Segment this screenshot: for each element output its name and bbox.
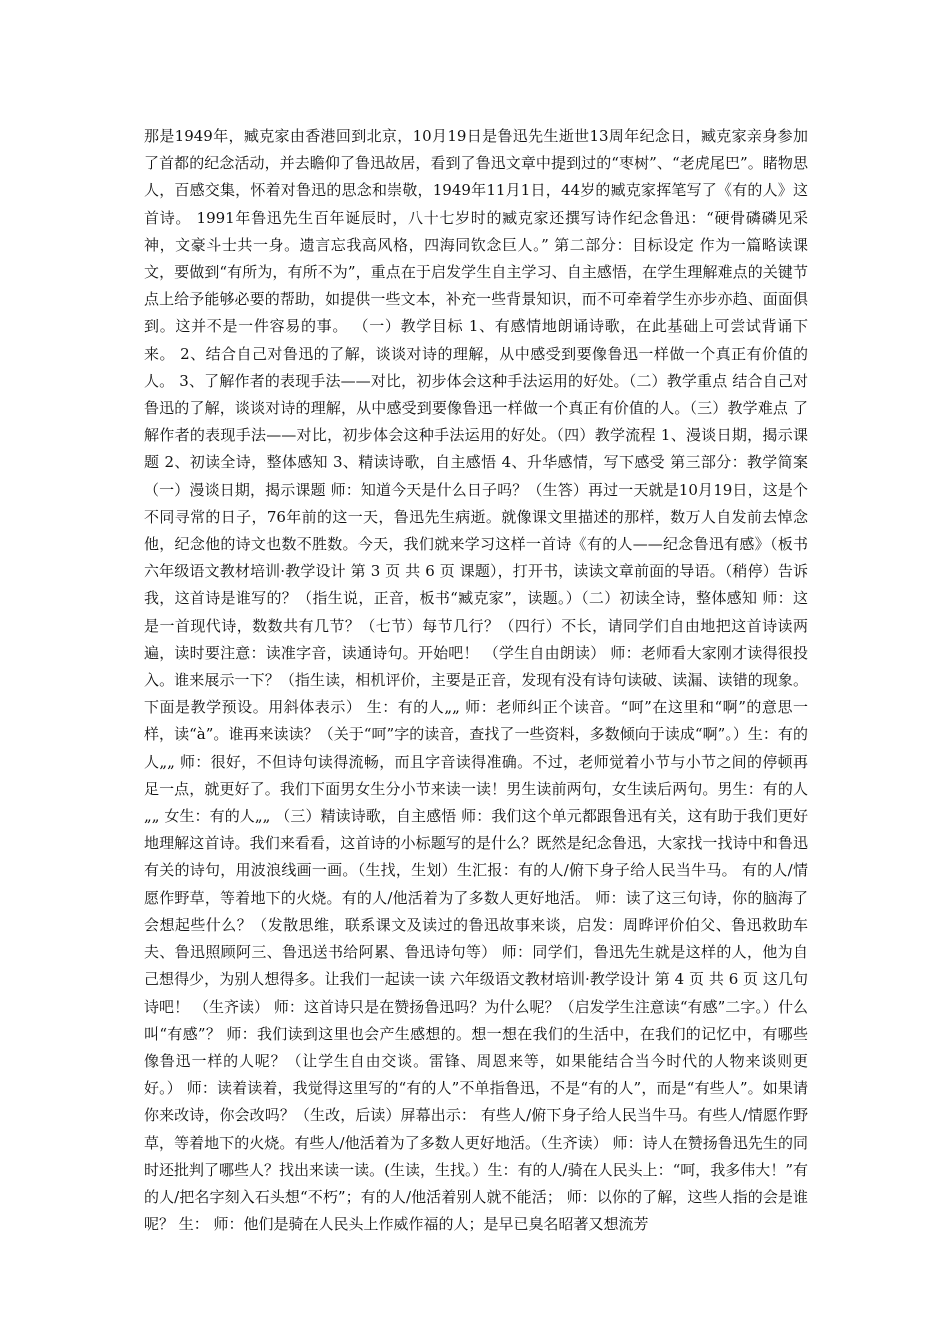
body-text: 那是1949年，臧克家由香港回到北京，10月19日是鲁迅先生逝世13周年纪念日，臧克家亲身参加了首都的纪念活动，并去瞻仰了鲁迅故居，看到了鲁迅文章中提到过的“枣树”、“老虎尾巴”。睹物思人，百感交集，怀着对鲁迅的思念和崇敬，1949年11月1日，44岁的臧克家挥笔写了《有的人》这首诗。 1991年鲁迅先生百年诞辰时，八十七岁时的臧克家还撰写诗作纪念鲁迅：“硬骨磷磷见采神，文豪斗士共一身。遗言忘我高风格，四海同钦念巨人。” 第二部分：目标设定 作为一篇略读课文，要做到“有所为，有所不为”，重点在于启发学生自主学习、自主感悟，在学生理解难点的关键节点上给予能够必要的帮助，如提供一些文本，补充一些背景知识，而不可牵着学生亦步亦趋、面面俱到。这并不是一件容易的事。 （一）教学目标 1、有感情地朗诵诗歌，在此基础上可尝试背诵下来。 2、结合自己对鲁迅的了解，谈谈对诗的理解，从中感受到要像鲁迅一样做一个真正有价值的人。 3、了解作者的表现手法——对比，初步体会这种手法运用的好处。（二）教学重点 结合自己对鲁迅的了解，谈谈对诗的理解，从中感受到要像鲁迅一样做一个真正有价值的人。（三）教学难点 了解作者的表现手法——对比，初步体会这种手法运用的好处。（四）教学流程 1、漫谈日期，揭示课题 2、初读全诗，整体感知 3、精读诗歌，自主感悟 4、升华感情，写下感受 第三部分：教学简案（一）漫谈日期，揭示课题 师：知道今天是什么日子吗？（生答）再过一天就是10月19日，这是个不同寻常的日子，76年前的这一天，鲁迅先生病逝。就像课文里描述的那样，数万人自发前去悼念他，纪念他的诗文也数不胜数。今天，我们就来学习这样一首诗《有的人——纪念鲁迅有感》（板书 六年级语文教材培训·教学设计 第 3 页 共 6 页 课题），打开书，读读文章前面的导语。（稍停）告诉我，这首诗是谁写的？（指生说，正音，板书“臧克家”，读题。）（二）初读全诗，整体感知 师：这是一首现代诗，数数共有几节？（七节）每节几行？（四行）不长，请同学们自由地把这首诗读两遍，读时要注意：读准字音，读通诗句。开始吧！ （学生自由朗读） 师：老师看大家刚才读得很投入。谁来展示一下？（指生读，相机评价，主要是正音，发现有没有诗句读破、读漏、读错的现象。下面是教学预设。用斜体表示） 生：有的人„„ 师：老师纠正个读音。“呵”在这里和“啊”的意思一样，读“à”。谁再来读读？（关于“呵”字的读音，查找了一些资料，多数倾向于读成“啊”。）生：有的人„„ 师：很好，不但诗句读得流畅，而且字音读得准确。不过，老师觉着小节与小节之间的停顿再足一点，就更好了。我们下面男女生分小节来读一读！男生读前两句，女生读后两句。男生：有的人„„ 女生：有的人„„ （三）精读诗歌，自主感悟 师：我们这个单元都跟鲁迅有关，这有助于我们更好地理解这首诗。我们来看看，这首诗的小标题写的是什么？既然是纪念鲁迅，大家找一找诗中和鲁迅有关的诗句，用波浪线画一画。（生找，生划）生汇报：有的人/俯下身子给人民当牛马。 有的人/情愿作野草，等着地下的火烧。有的人/他活着为了多数人更好地活。 师：读了这三句诗，你的脑海了会想起些什么？（发散思维，联系课文及读过的鲁迅故事来谈，启发：周晔评价伯父、鲁迅救助车夫、鲁迅照顾阿三、鲁迅送书给阿累、鲁迅诗句等） 师：同学们，鲁迅先生就是这样的人，他为自己想得少，为别人想得多。让我们一起读一读 六年级语文教材培训·教学设计 第 4 页 共 6 页 这几句诗吧！ （生齐读） 师：这首诗只是在赞扬鲁迅吗？为什么呢？（启发学生注意读“有感”二字。）什么叫“有感”？ 师：我们读到这里也会产生感想的。想一想在我们的生活中，在我们的记忆中，有哪些像鲁迅一样的人呢？（让学生自由交谈。雷锋、周恩来等，如果能结合当今时代的人物来谈则更好。） 师：读着读着，我觉得这里写的“有的人”不单指鲁迅，不是“有的人”，而是“有些人”。如果请你来改诗，你会改吗？（生改，后读）屏幕出示： 有些人/俯下身子给人民当牛马。有些人/情愿作野草，等着地下的火烧。有些人/他活着为了多数人更好地活。（生齐读） 师：诗人在赞扬鲁迅先生的同时还批判了哪些人？找出来读一读。(生读，生找。）生：有的人/骑在人民头上：“呵，我多伟大！”有的人/把名字刻入石头想“不朽”；有的人/他活着别人就不能活； 师：以你的了解，这些人指的会是谁呢？ 生： 师：他们是骑在人民头上作威作福的人；是早已臭名昭著又想流芳 [144,127,808,1234]
